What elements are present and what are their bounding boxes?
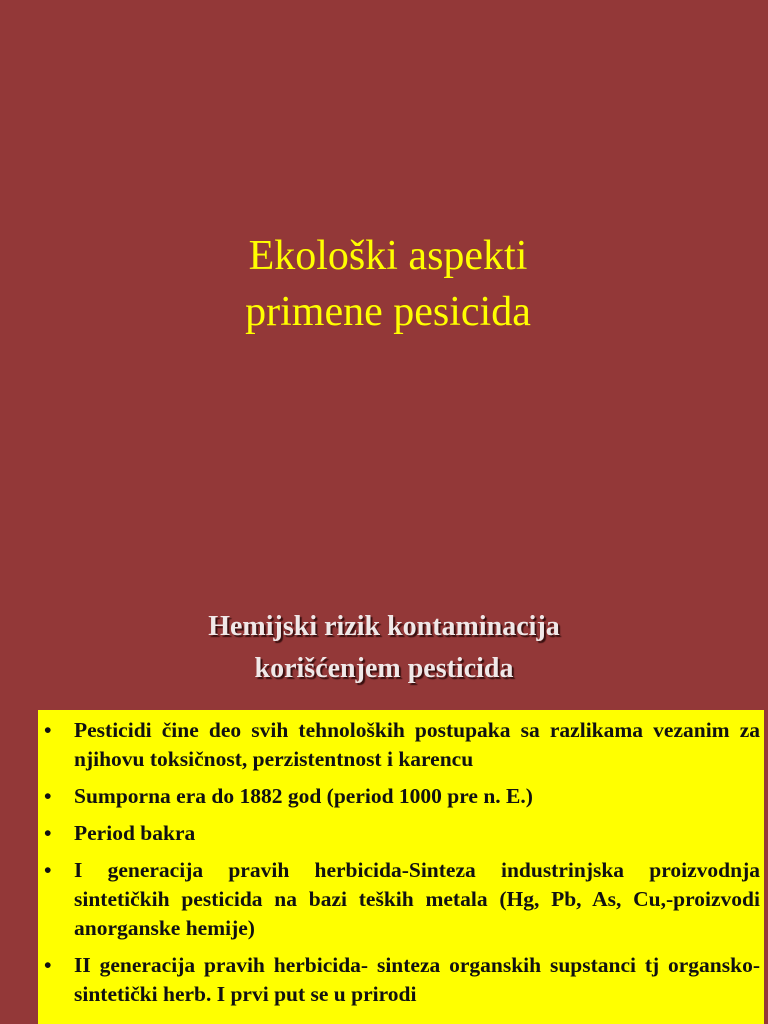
bullet-text: Pesticidi čine deo svih tehnoloških postupaka sa razlikama vezanim za njihovu toksičnost, perzistentnost i karencu <box>74 718 760 771</box>
section-heading-line-1: Hemijski rizik kontaminacija <box>208 611 560 642</box>
bullet-marker: • <box>44 858 52 882</box>
bullet-item <box>38 782 760 811</box>
bullet-text: II generacija pravih herbicida- sinteza organskih supstanci tj organsko-sintetički herb. I prvi put se u prirodi <box>74 953 760 1006</box>
bullet-text: Period bakra <box>74 821 196 845</box>
bullet-item <box>38 716 760 774</box>
bullet-text: I generacija pravih herbicida-Sinteza industrinjska proizvodnja sintetičkih pesticida na bazi teških metala (Hg, Pb, As, Cu,-proizvodi anorganske hemije) <box>74 858 760 940</box>
section-heading <box>0 606 768 690</box>
bullet-marker: • <box>44 718 52 742</box>
bullet-item <box>38 951 760 1009</box>
bullet-marker: • <box>44 953 52 977</box>
slide-title-line-2: primene pesicida <box>245 289 531 335</box>
slide-title <box>0 228 768 340</box>
bullet-marker: • <box>44 784 52 808</box>
bullet-content-box <box>38 710 764 1024</box>
section-heading-line-2: korišćenjem pesticida <box>254 653 514 684</box>
bullet-item <box>38 819 760 848</box>
bullet-text: Sumporna era do 1882 god (period 1000 pre n. E.) <box>74 784 533 808</box>
bullet-list <box>38 716 760 1009</box>
bullet-marker: • <box>44 821 52 845</box>
bullet-item <box>38 856 760 943</box>
slide-title-line-1: Ekološki aspekti <box>248 233 528 279</box>
